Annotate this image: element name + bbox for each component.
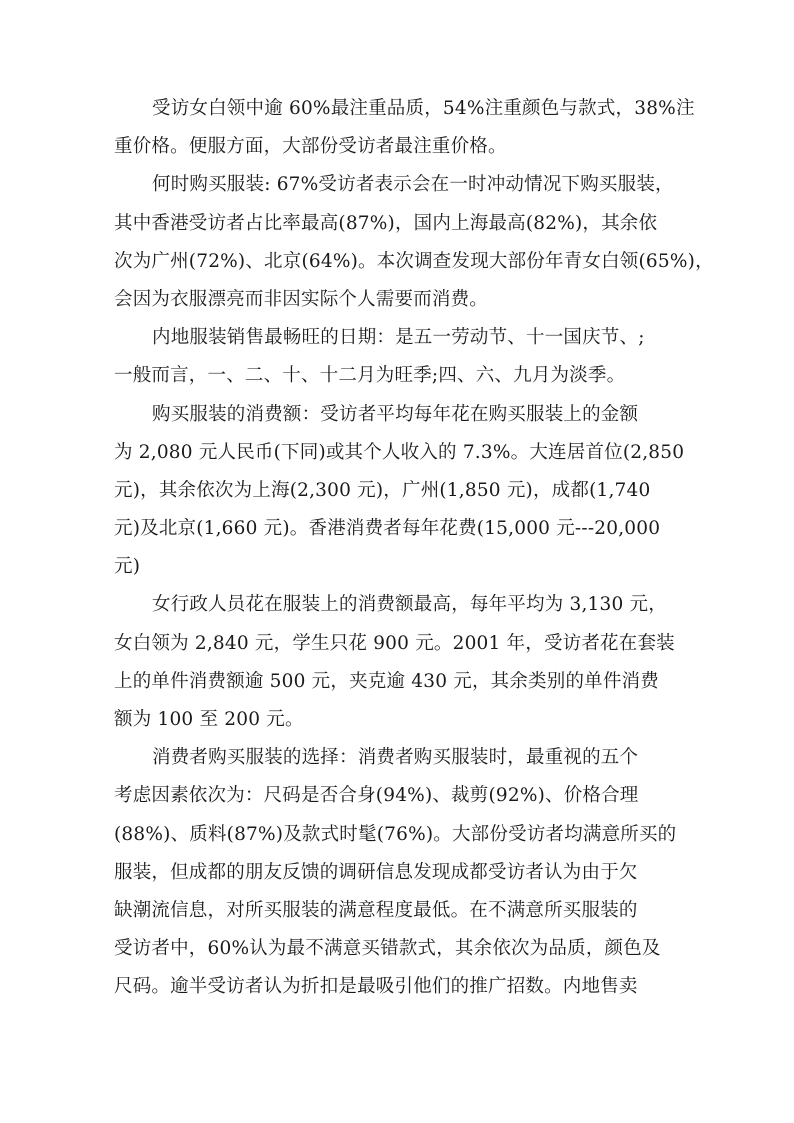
text-line: 元)及北京(1,660 元)。香港消费者每年花费(15,000 元---20,000: [114, 518, 661, 540]
text-line: 考虑因素依次为：尺码是否合身(94%)、裁剪(92%)、价格合理: [114, 785, 639, 807]
text-line: 女行政人员花在服装上的消费额最高，每年平均为 3,130 元，: [152, 594, 667, 616]
text-line: (88%)、质料(87%)及款式时髦(76%)。大部份受访者均满意所买的: [114, 823, 677, 845]
text-line: 元)，其余依次为上海(2,300 元)，广州(1,850 元)，成都(1,740: [114, 479, 651, 501]
text-line: 额为 100 至 200 元。: [114, 709, 304, 730]
text-line: 一般而言，一、二、十、十二月为旺季;四、六、九月为淡季。: [114, 365, 626, 387]
text-line: 为 2,080 元人民币(下同)或其个人收入的 7.3%。大连居首位(2,850: [114, 441, 685, 463]
text-line: 服装，但成都的朋友反馈的调研信息发现成都受访者认为由于欠: [114, 861, 638, 883]
text-line: 何时购买服装: 67%受访者表示会在一时冲动情况下购买服装，: [152, 174, 674, 196]
text-line: 购买服装的消费额：受访者平均每年花在购买服装上的金额: [152, 403, 639, 425]
text-line: 其中香港受访者占比率最高(87%)，国内上海最高(82%)，其余依: [114, 212, 658, 234]
text-line: 尺码。逾半受访者认为折扣是最吸引他们的推广招数。内地售卖: [114, 976, 638, 998]
text-line: 上的单件消费额逾 500 元，夹克逾 430 元，其余类别的单件消费: [114, 670, 659, 692]
text-line: 重价格。便服方面，大部份受访者最注重价格。: [114, 136, 507, 158]
text-line: 女白领为 2,840 元，学生只花 900 元。2001 年，受访者花在套装: [114, 632, 675, 654]
text-line: 受访女白领中逾 60%最注重品质，54%注重颜色与款式，38%注: [152, 98, 695, 119]
text-line: 受访者中，60%认为最不满意买错款式，其余依次为品质，颜色及: [114, 938, 661, 960]
text-line: 元): [114, 556, 141, 578]
text-line: 缺潮流信息，对所买服装的满意程度最低。在不满意所买服装的: [114, 899, 638, 921]
document-body: [114, 90, 714, 1007]
text-line: 消费者购买服装的选择：消费者购买服装时，最重视的五个: [152, 747, 639, 769]
text-line: 次为广州(72%)、北京(64%)。本次调查发现大部份年青女白领(65%)，: [114, 250, 714, 272]
text-line: 会因为衣服漂亮而非因实际个人需要而消费。: [114, 288, 489, 310]
text-line: 内地服装销售最畅旺的日期：是五一劳动节、十一国庆节、;: [152, 327, 645, 349]
